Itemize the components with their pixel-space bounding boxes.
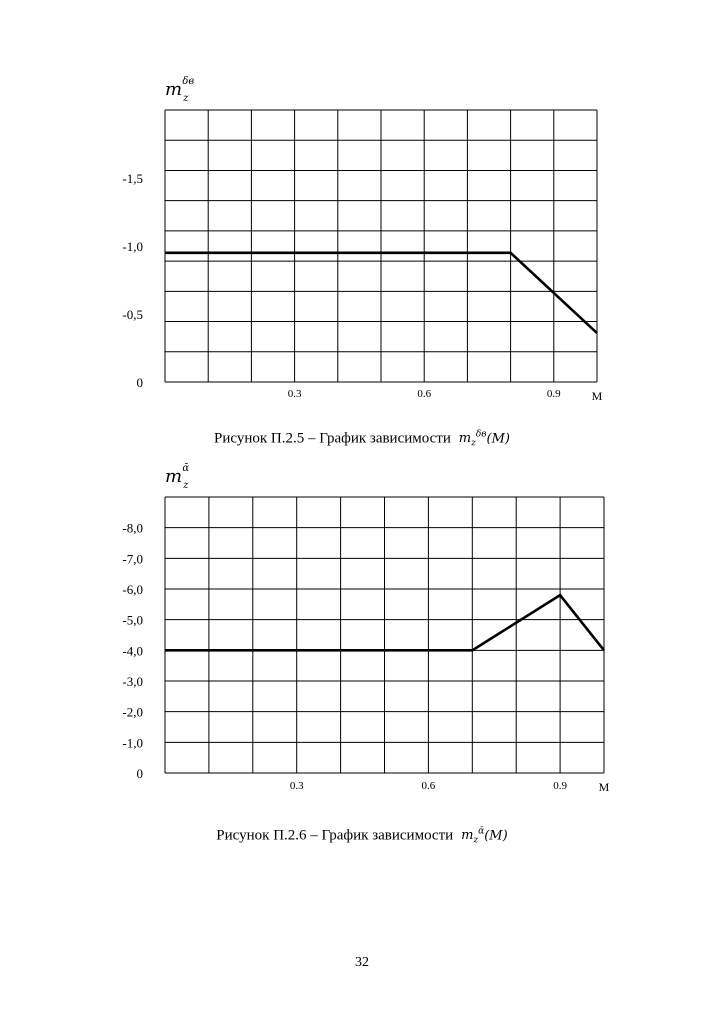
- x-axis-label: M: [598, 780, 610, 794]
- x-tick-label: 0.9: [546, 388, 561, 400]
- y-tick-label: -4,0: [122, 643, 143, 659]
- y-tick-label: 0: [136, 766, 143, 781]
- caption-1-symbol: $m_z^{\delta в}$: [458, 430, 487, 449]
- y-tick-label: -5,0: [122, 612, 143, 628]
- y-tick-label: -8,0: [122, 520, 143, 536]
- x-tick-label: 0.3: [289, 780, 304, 792]
- y-tick-label: 0: [136, 375, 143, 390]
- y-axis-label: $m_z\delta в$: [165, 76, 195, 104]
- y-tick-label: -0,5: [122, 307, 143, 322]
- x-axis-label: M: [591, 389, 603, 403]
- caption-figure-2: [0, 822, 724, 851]
- y-axis-label: $m_zᾱ$: [165, 463, 190, 491]
- page-number: 32: [355, 955, 369, 970]
- caption-figure-1: [0, 425, 724, 454]
- y-tick-label: -6,0: [122, 582, 143, 597]
- x-tick-label: 0.9: [553, 780, 567, 792]
- caption-2-arg: (M): [484, 828, 508, 844]
- caption-1-text: Рисунок П.2.5 – График зависимости: [214, 430, 451, 447]
- y-tick-label: -1,5: [122, 171, 143, 186]
- x-tick-label: 0.3: [287, 388, 302, 400]
- caption-1-arg: (M): [486, 431, 510, 447]
- x-tick-label: 0.6: [421, 780, 436, 792]
- y-tick-label: -3,0: [122, 674, 143, 689]
- x-tick-label: 0.6: [417, 388, 432, 400]
- caption-2-symbol: $m_z^ᾱ$: [461, 827, 485, 846]
- y-tick-label: -2,0: [122, 704, 143, 720]
- y-tick-label: -1,0: [122, 239, 143, 254]
- y-tick-label: -1,0: [122, 735, 143, 751]
- caption-2-text: Рисунок П.2.6 – График зависимости: [216, 827, 454, 844]
- y-tick-label: -7,0: [122, 551, 143, 567]
